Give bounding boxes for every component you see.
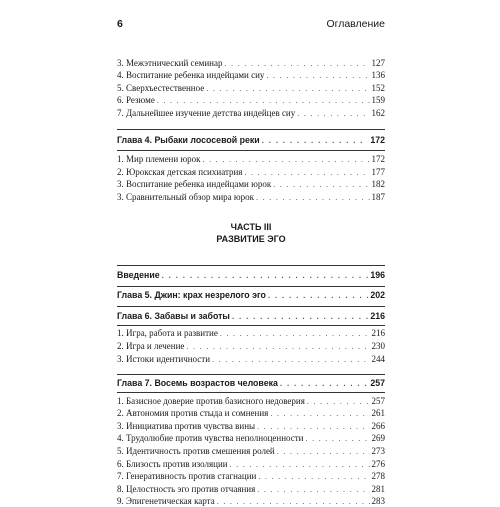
toc-item[interactable]: 4. Воспитание ребенка индейцами сиу . . . 136 bbox=[117, 69, 385, 82]
page-number: 6 bbox=[117, 18, 123, 30]
toc-item[interactable]: 8. Целостность эго против отчаяния . . . 281 bbox=[117, 482, 385, 495]
toc-chapter-title[interactable]: Глава 6. Забавы и заботы . . . 216 bbox=[117, 309, 385, 322]
running-head: Оглавление bbox=[326, 18, 385, 30]
divider bbox=[117, 150, 385, 151]
toc-chapter-title[interactable]: Глава 4. Рыбаки лососевой реки . . . 172 bbox=[117, 133, 385, 146]
toc-chapter-title[interactable]: Глава 7. Восемь возрастов человека . . . 257 bbox=[117, 377, 385, 390]
divider bbox=[117, 325, 385, 326]
toc-item[interactable]: 2. Юрокская детская психиатрия . . . 177 bbox=[117, 165, 385, 178]
toc-chapter-5[interactable]: Глава 5. Джин: крах незрелого эго . . . 202 bbox=[117, 289, 385, 302]
toc-item[interactable]: 7. Дальнейшее изучение детства индейцев сиу . . . 162 bbox=[117, 106, 385, 119]
divider bbox=[117, 306, 385, 307]
toc-item[interactable]: 6. Резюме . . . 159 bbox=[117, 94, 385, 107]
toc-item[interactable]: 7. Генеративность против стагнации . . . 278 bbox=[117, 470, 385, 483]
toc-item[interactable]: 6. Близость против изоляции . . . 276 bbox=[117, 457, 385, 470]
toc-item[interactable]: 4. Трудолюбие против чувства неполноценности . . . 269 bbox=[117, 432, 385, 445]
part-title: РАЗВИТИЕ ЭГО bbox=[117, 233, 385, 245]
toc-item[interactable]: 3. Сравнительный обзор мира юрок . . . 187 bbox=[117, 190, 385, 203]
toc-item[interactable]: 1. Мир племени юрок . . . 172 bbox=[117, 153, 385, 166]
part-label: ЧАСТЬ III bbox=[117, 221, 385, 233]
divider bbox=[117, 265, 385, 266]
divider bbox=[117, 392, 385, 393]
table-of-contents bbox=[117, 56, 385, 507]
toc-chapter-4 bbox=[117, 133, 385, 203]
toc-item[interactable]: 5. Сверхъестественное . . . 152 bbox=[117, 81, 385, 94]
divider bbox=[117, 129, 385, 130]
toc-item[interactable]: 5. Идентичность против смешения ролей . . . 273 bbox=[117, 444, 385, 457]
toc-item[interactable]: 3. Воспитание ребенка индейцами юрок . . . 182 bbox=[117, 178, 385, 191]
toc-item[interactable]: 2. Автономия против стыда и сомнения . . . 261 bbox=[117, 407, 385, 420]
divider bbox=[117, 374, 385, 375]
toc-section-continued bbox=[117, 56, 385, 119]
toc-intro[interactable]: Введение . . . 196 bbox=[117, 268, 385, 281]
divider bbox=[117, 286, 385, 287]
toc-item[interactable]: 9. Эпигенетическая карта . . . 283 bbox=[117, 495, 385, 507]
toc-item[interactable]: 1. Игра, работа и развитие . . . 216 bbox=[117, 327, 385, 340]
part-heading bbox=[117, 221, 385, 245]
toc-item[interactable]: 3. Инициатива против чувства вины . . . 266 bbox=[117, 419, 385, 432]
toc-chapter-6 bbox=[117, 309, 385, 364]
toc-item[interactable]: 3. Истоки идентичности . . . 244 bbox=[117, 352, 385, 365]
toc-item[interactable]: 1. Базисное доверие против базисного недоверия . . . 257 bbox=[117, 394, 385, 407]
toc-item[interactable]: 2. Игра и лечение . . . 230 bbox=[117, 339, 385, 352]
toc-item[interactable]: 3. Межэтнический семинар . . . 127 bbox=[117, 56, 385, 69]
page-header bbox=[117, 18, 385, 34]
toc-chapter-7 bbox=[117, 377, 385, 507]
